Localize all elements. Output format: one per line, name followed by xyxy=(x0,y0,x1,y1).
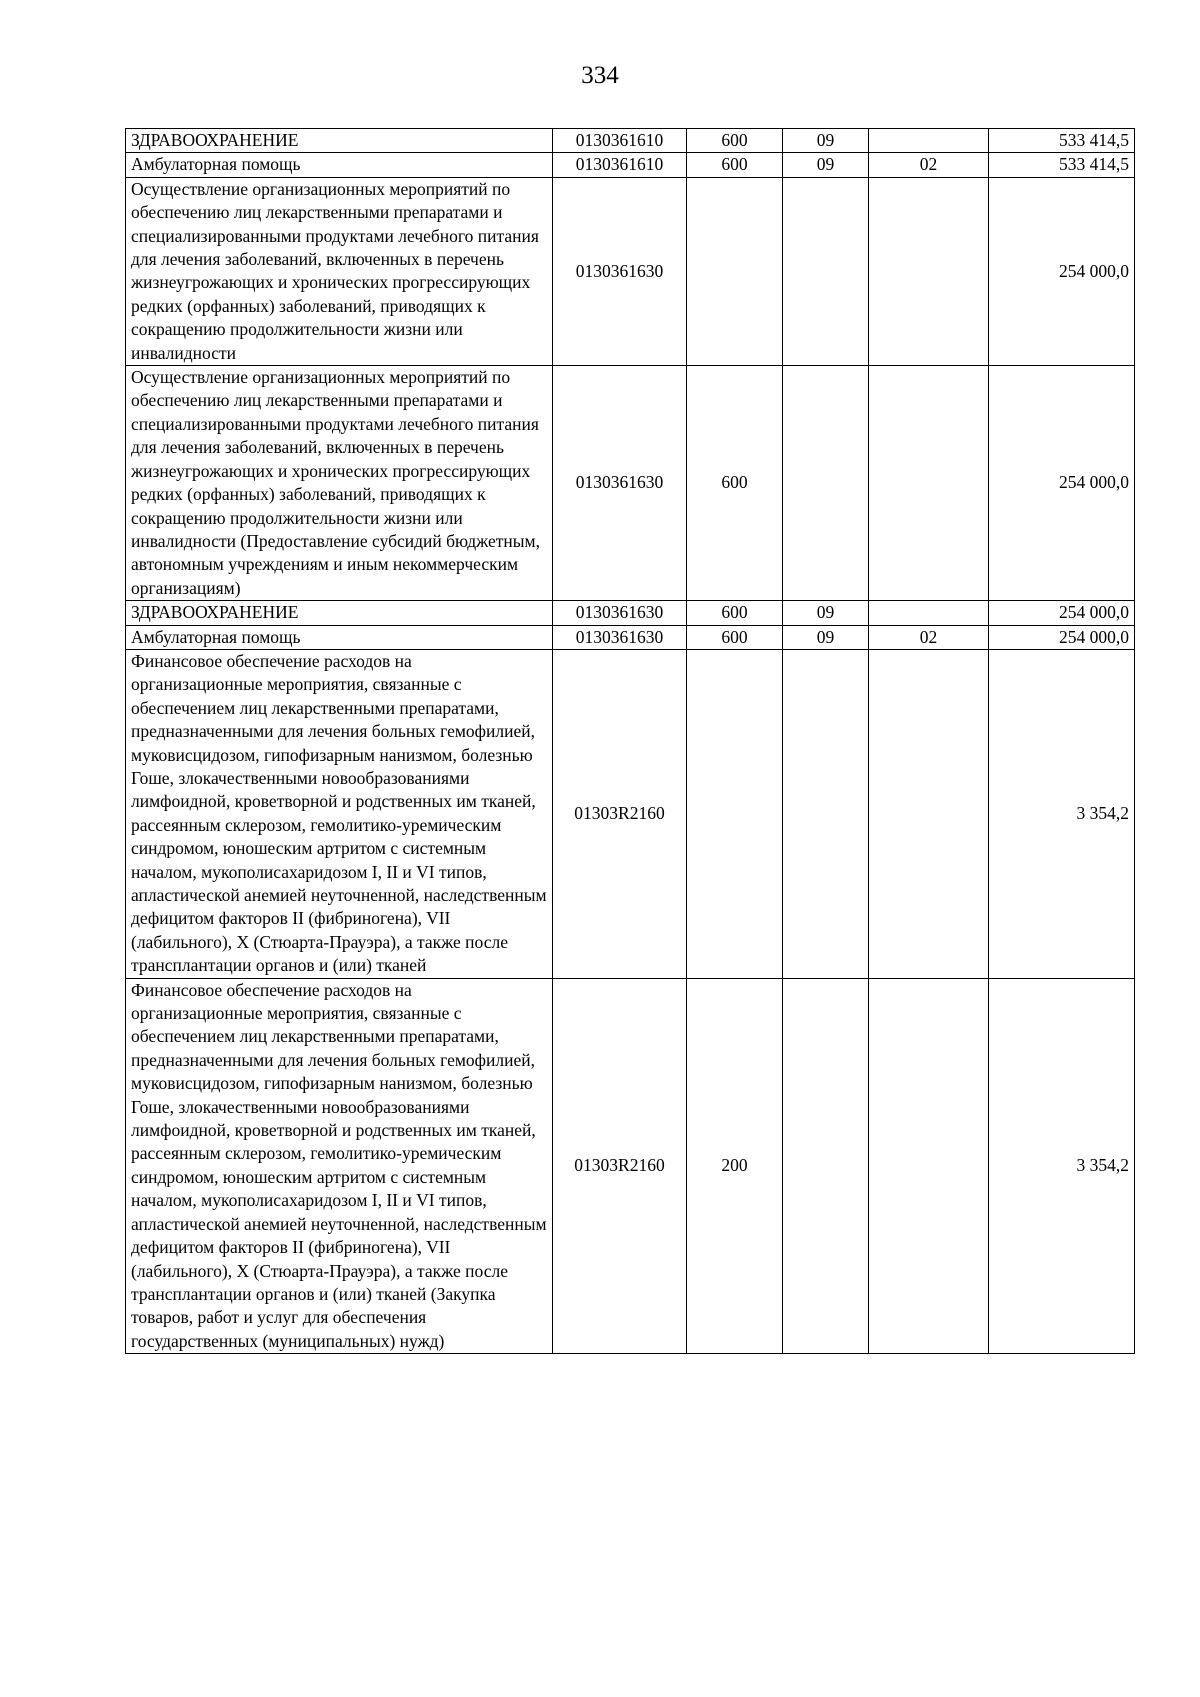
table-row xyxy=(126,177,1135,365)
table-row xyxy=(126,625,1135,649)
row-target-code: 01303R2160 xyxy=(553,649,687,978)
page-number: 334 xyxy=(581,62,619,89)
row-name: ЗДРАВООХРАНЕНИЕ xyxy=(126,129,553,153)
row-subsection xyxy=(869,366,989,601)
row-expense-type: 600 xyxy=(687,625,783,649)
table-row xyxy=(126,978,1135,1354)
row-expense-type: 600 xyxy=(687,153,783,177)
row-amount: 254 000,0 xyxy=(989,366,1135,601)
row-subsection: 02 xyxy=(869,625,989,649)
table-row xyxy=(126,649,1135,978)
row-subsection xyxy=(869,177,989,365)
table-row xyxy=(126,129,1135,153)
row-subsection xyxy=(869,601,989,625)
row-name: Амбулаторная помощь xyxy=(126,153,553,177)
row-amount: 3 354,2 xyxy=(989,978,1135,1354)
row-subsection xyxy=(869,978,989,1354)
row-name: Финансовое обеспечение расходов на организационные мероприятия, связанные с обеспечением лиц лекарственными препаратами, предназначенными для лечения больных гемофилией, муковисцидозом, гипофизарным нанизмом, болезнью Гоше, злокачественными новообразованиями лимфоидной, кроветворной и родственных им тканей, рассеянным склерозом, гемолитико-уремическим синдромом, юношеским артритом с системным началом, мукополисахаридозом I, II и VI типов, апластической анемией неуточненной, наследственным дефицитом факторов II (фибриногена), VII (лабильного), X (Стюарта-Прауэра), а также после трансплантации органов и (или) тканей xyxy=(126,649,553,978)
row-section xyxy=(783,649,869,978)
table-row xyxy=(126,601,1135,625)
row-target-code: 0130361630 xyxy=(553,625,687,649)
row-expense-type: 600 xyxy=(687,366,783,601)
row-target-code: 0130361630 xyxy=(553,177,687,365)
row-section: 09 xyxy=(783,129,869,153)
row-subsection xyxy=(869,129,989,153)
row-subsection xyxy=(869,649,989,978)
row-subsection: 02 xyxy=(869,153,989,177)
row-name: ЗДРАВООХРАНЕНИЕ xyxy=(126,601,553,625)
row-target-code: 0130361610 xyxy=(553,129,687,153)
row-target-code: 0130361630 xyxy=(553,601,687,625)
row-amount: 254 000,0 xyxy=(989,601,1135,625)
row-expense-type xyxy=(687,649,783,978)
table-row xyxy=(126,366,1135,601)
row-name: Финансовое обеспечение расходов на организационные мероприятия, связанные с обеспечением лиц лекарственными препаратами, предназначенными для лечения больных гемофилией, муковисцидозом, гипофизарным нанизмом, болезнью Гоше, злокачественными новообразованиями лимфоидной, кроветворной и родственных им тканей, рассеянным склерозом, гемолитико-уремическим синдромом, юношеским артритом с системным началом, мукополисахаридозом I, II и VI типов, апластической анемией неуточненной, наследственным дефицитом факторов II (фибриногена), VII (лабильного), X (Стюарта-Прауэра), а также после трансплантации органов и (или) тканей (Закупка товаров, работ и услуг для обеспечения государственных (муниципальных) нужд) xyxy=(126,978,553,1354)
row-expense-type: 200 xyxy=(687,978,783,1354)
row-name: Осуществление организационных мероприятий по обеспечению лиц лекарственными препаратами и специализированными продуктами лечебного питания для лечения заболеваний, включенных в перечень жизнеугрожающих и хронических прогрессирующих редких (орфанных) заболеваний, приводящих к сокращению продолжительности жизни или инвалидности (Предоставление субсидий бюджетным, автономным учреждениям и иным некоммерческим организациям) xyxy=(126,366,553,601)
row-amount: 254 000,0 xyxy=(989,177,1135,365)
row-target-code: 0130361630 xyxy=(553,366,687,601)
budget-table xyxy=(125,128,1135,1354)
row-expense-type: 600 xyxy=(687,129,783,153)
row-section: 09 xyxy=(783,153,869,177)
row-amount: 254 000,0 xyxy=(989,625,1135,649)
row-name: Амбулаторная помощь xyxy=(126,625,553,649)
row-expense-type xyxy=(687,177,783,365)
row-expense-type: 600 xyxy=(687,601,783,625)
row-section: 09 xyxy=(783,625,869,649)
table-row xyxy=(126,153,1135,177)
row-section xyxy=(783,366,869,601)
row-target-code: 0130361610 xyxy=(553,153,687,177)
row-target-code: 01303R2160 xyxy=(553,978,687,1354)
table-body xyxy=(126,129,1135,1354)
row-amount: 533 414,5 xyxy=(989,129,1135,153)
row-amount: 3 354,2 xyxy=(989,649,1135,978)
row-name: Осуществление организационных мероприятий по обеспечению лиц лекарственными препаратами и специализированными продуктами лечебного питания для лечения заболеваний, включенных в перечень жизнеугрожающих и хронических прогрессирующих редких (орфанных) заболеваний, приводящих к сокращению продолжительности жизни или инвалидности xyxy=(126,177,553,365)
row-section: 09 xyxy=(783,601,869,625)
row-amount: 533 414,5 xyxy=(989,153,1135,177)
row-section xyxy=(783,978,869,1354)
row-section xyxy=(783,177,869,365)
